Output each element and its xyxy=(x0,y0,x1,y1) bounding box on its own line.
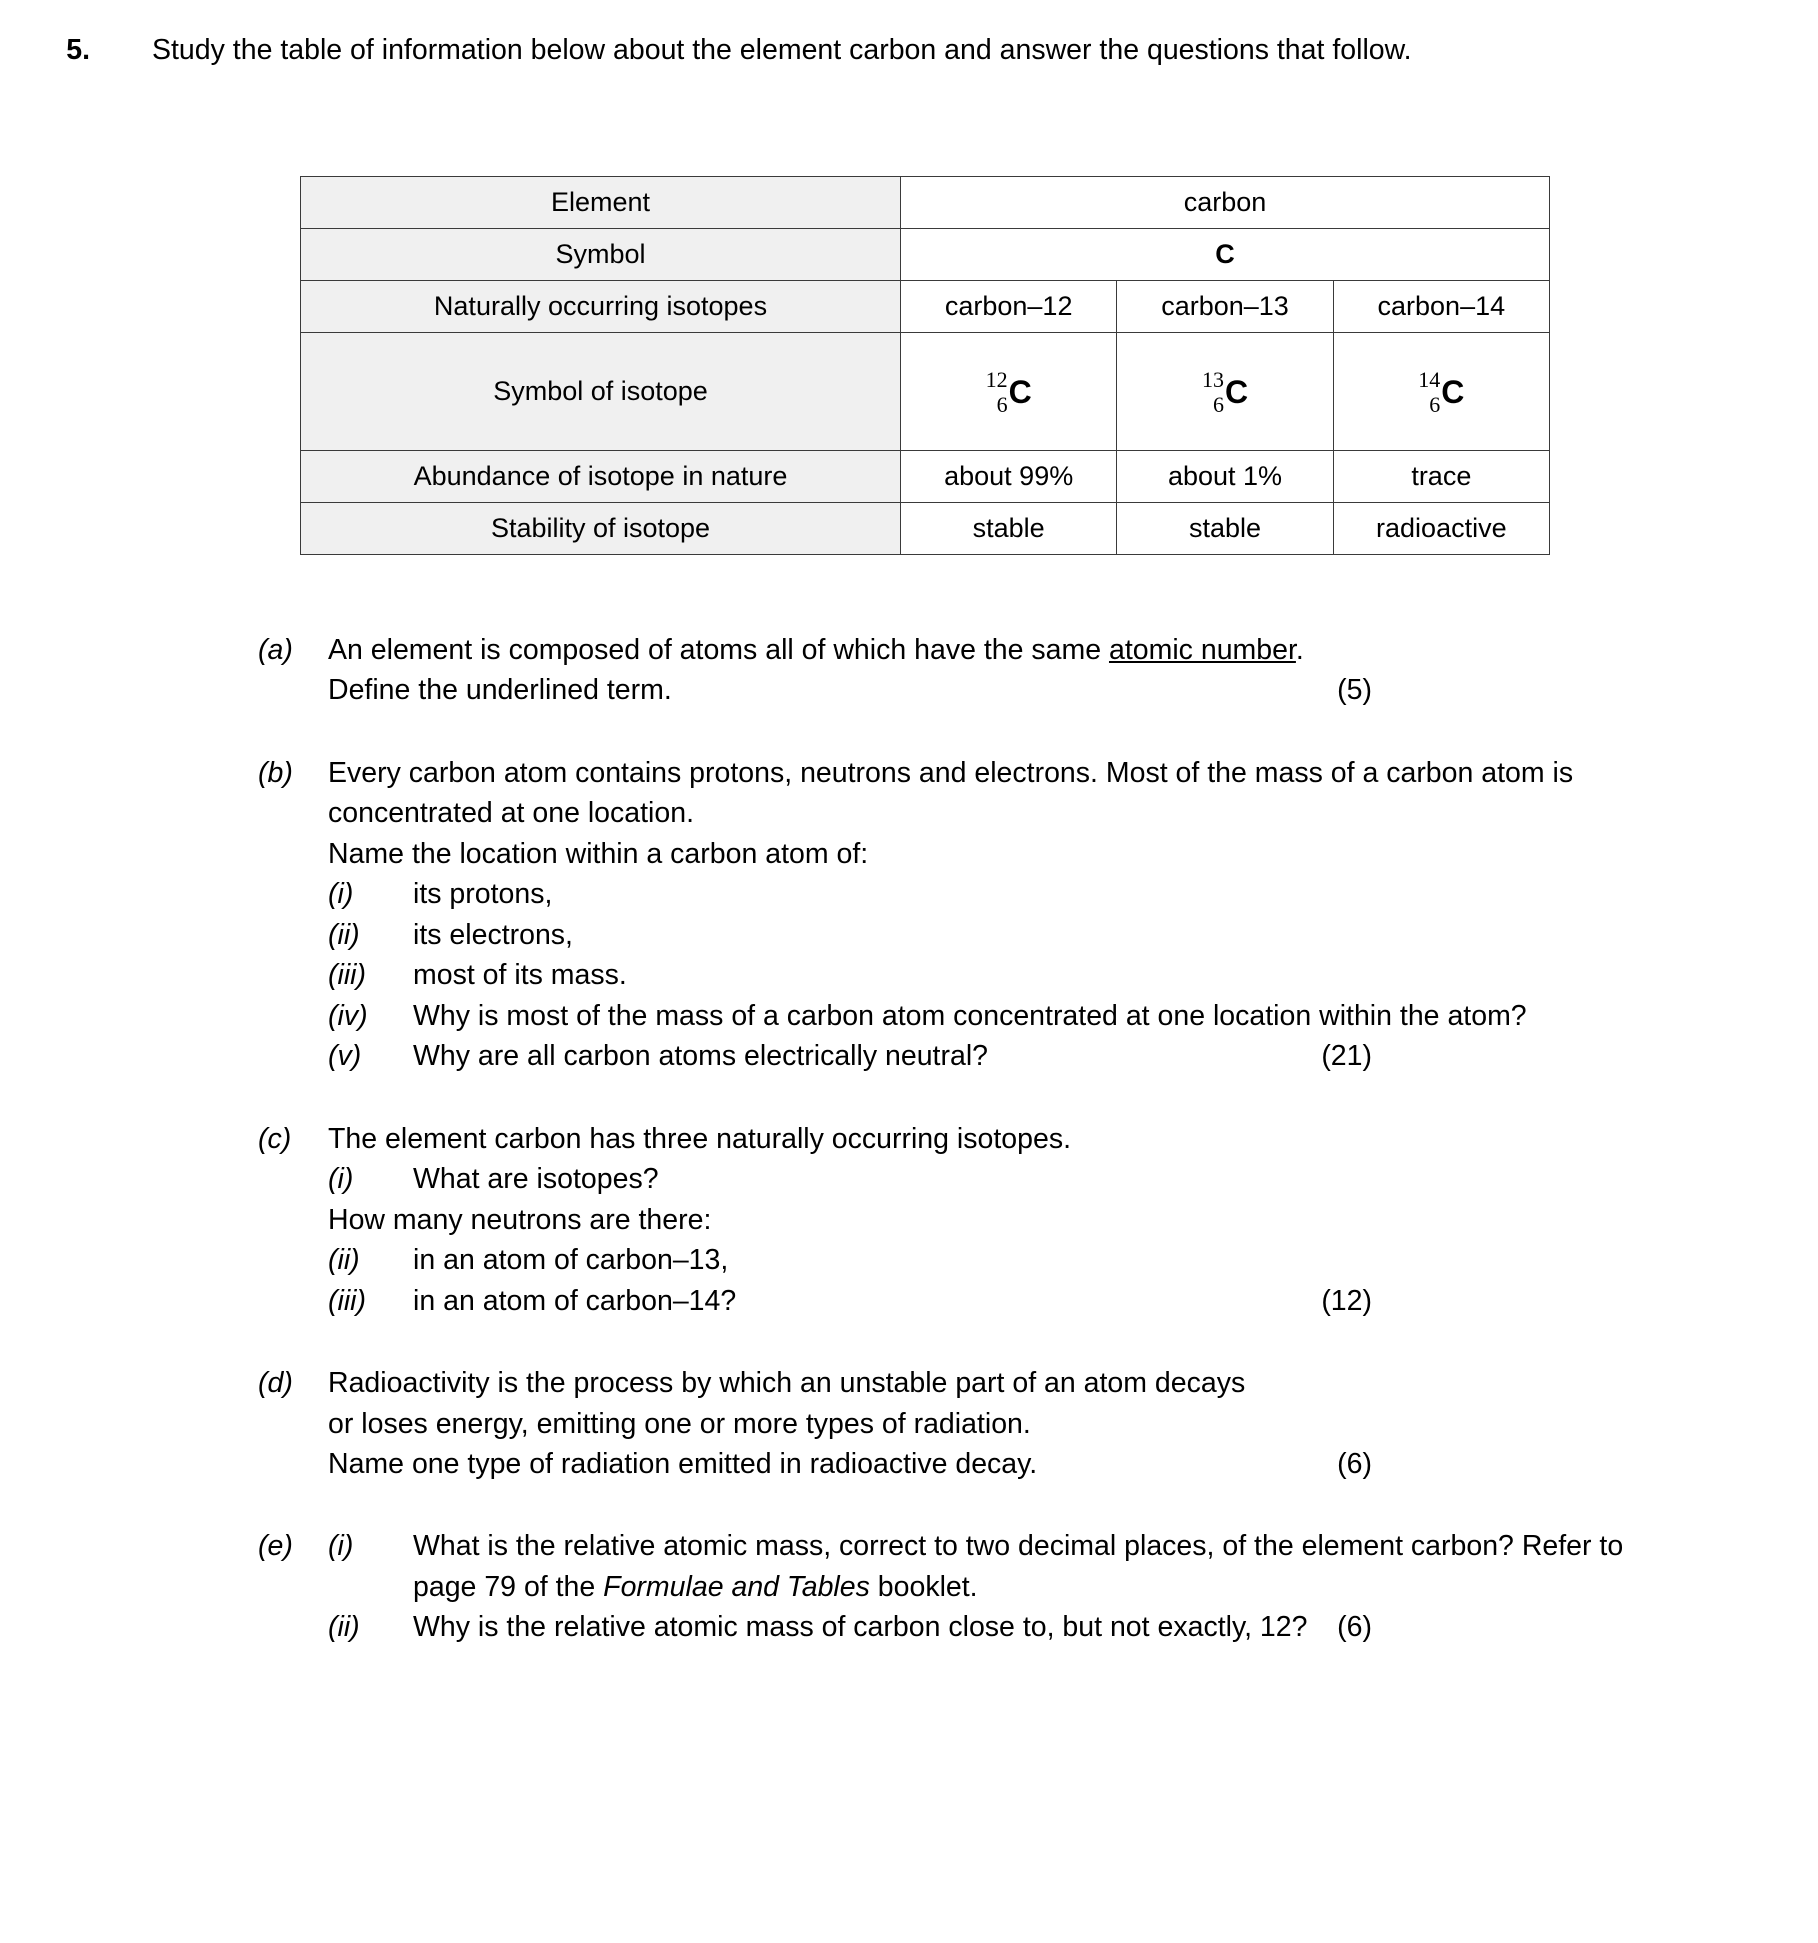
part-b-item-i xyxy=(0,874,1640,914)
cell-stability-2: stable xyxy=(1117,503,1333,555)
part-a-marks: (5) xyxy=(1337,674,1372,707)
table-row xyxy=(301,177,1550,229)
part-c-marks: (12) xyxy=(1321,1284,1372,1317)
part-e-item-i-label: (i) xyxy=(328,1530,354,1563)
mass-number: 13 xyxy=(1201,366,1224,392)
question-header xyxy=(0,30,1640,70)
mass-number: 14 xyxy=(1418,366,1441,392)
part-b xyxy=(0,753,1818,1077)
sub-item xyxy=(328,1607,1638,1647)
row-label-isotopes: Naturally occurring isotopes xyxy=(301,281,901,333)
table-row xyxy=(301,333,1550,451)
part-e-item-ii xyxy=(0,1607,1640,1647)
part-b-item-i-label: (i) xyxy=(328,878,354,911)
part-a-instruction: Define the underlined term. xyxy=(328,674,672,707)
part-a-text xyxy=(328,630,1638,670)
row-label-abundance: Abundance of isotope in nature xyxy=(301,451,901,503)
part-b-item-ii xyxy=(0,915,1640,955)
element-symbol: C xyxy=(1008,373,1032,410)
part-b-item-ii-label: (ii) xyxy=(328,918,360,951)
cell-isotope-symbol-3 xyxy=(1333,333,1549,451)
isotope-notation-c13 xyxy=(1202,367,1248,416)
part-e-item-ii-label: (ii) xyxy=(328,1611,360,1644)
cell-element-value: carbon xyxy=(901,177,1550,229)
question-stem: Study the table of information below about the element carbon and answer the questions that follow. xyxy=(152,34,1412,66)
carbon-info-table xyxy=(300,176,1550,555)
isotope-notation-c14 xyxy=(1418,367,1464,416)
part-b-line-prompt xyxy=(0,834,1640,874)
part-c-label: (c) xyxy=(258,1122,292,1155)
part-c-item-ii xyxy=(0,1240,1640,1280)
sub-item xyxy=(328,1526,1638,1607)
atomic-number: 6 xyxy=(1429,391,1441,417)
part-e-text-before: What is the relative atomic mass, correct to two decimal places, of the element carbon? Refer to page 79 of the xyxy=(413,1530,1624,1603)
sub-item xyxy=(328,1036,1638,1076)
part-c-item-ii-text: in an atom of carbon–13, xyxy=(413,1244,729,1277)
table-row xyxy=(301,229,1550,281)
isotope-numbers xyxy=(986,368,1008,417)
isotope-notation-c12 xyxy=(986,367,1032,416)
part-b-item-iv-text: Why is most of the mass of a carbon atom concentrated at one location within the atom? xyxy=(413,999,1527,1032)
part-e-item-i-text xyxy=(413,1526,1638,1607)
part-b-item-iii-text: most of its mass. xyxy=(413,959,627,992)
isotope-numbers xyxy=(1202,368,1224,417)
sub-item xyxy=(328,1159,1638,1199)
question-number: 5. xyxy=(66,34,90,66)
cell-isotope-name-1: carbon–12 xyxy=(901,281,1117,333)
isotope-numbers xyxy=(1418,368,1440,417)
booklet-title: Formulae and Tables xyxy=(603,1570,870,1603)
element-symbol: C xyxy=(1441,373,1465,410)
sub-item xyxy=(328,955,1638,995)
part-b-item-v xyxy=(0,1036,1640,1076)
cell-abundance-3: trace xyxy=(1333,451,1549,503)
part-a xyxy=(0,630,1818,711)
part-a-line-1 xyxy=(0,630,1640,670)
cell-isotope-name-3: carbon–14 xyxy=(1333,281,1549,333)
part-b-item-iv xyxy=(0,996,1640,1036)
part-c-prompt: How many neutrons are there: xyxy=(328,1203,712,1236)
part-b-item-v-text: Why are all carbon atoms electrically neutral? xyxy=(413,1040,988,1073)
part-a-label: (a) xyxy=(258,634,293,666)
part-d-line-3 xyxy=(0,1444,1640,1484)
part-a-line-2 xyxy=(0,670,1640,710)
part-e-label: (e) xyxy=(258,1530,293,1563)
row-label-stability: Stability of isotope xyxy=(301,503,901,555)
part-c-item-iii xyxy=(0,1281,1640,1321)
part-b-item-iv-label: (iv) xyxy=(328,999,368,1032)
part-e-item-ii-text: Why is the relative atomic mass of carbon close to, but not exactly, 12? xyxy=(413,1611,1308,1644)
mass-number: 12 xyxy=(985,366,1008,392)
part-b-marks: (21) xyxy=(1321,1040,1372,1073)
table-row xyxy=(301,451,1550,503)
element-symbol: C xyxy=(1224,373,1249,410)
part-b-item-iii-label: (iii) xyxy=(328,959,366,992)
part-b-line-1 xyxy=(0,753,1640,834)
part-b-item-iii xyxy=(0,955,1640,995)
cell-abundance-1: about 99% xyxy=(901,451,1117,503)
part-c-item-ii-label: (ii) xyxy=(328,1244,360,1277)
cell-symbol-value: C xyxy=(901,229,1550,281)
part-b-item-i-text: its protons, xyxy=(413,878,553,911)
part-d-line3-text: Name one type of radiation emitted in radioactive decay. xyxy=(328,1447,1038,1480)
row-label-symbol: Symbol xyxy=(301,229,901,281)
cell-stability-3: radioactive xyxy=(1333,503,1549,555)
cell-isotope-name-2: carbon–13 xyxy=(1117,281,1333,333)
cell-isotope-symbol-2 xyxy=(1117,333,1333,451)
row-label-isotope-symbol: Symbol of isotope xyxy=(301,333,901,451)
part-d-label: (d) xyxy=(258,1367,293,1400)
part-b-item-v-label: (v) xyxy=(328,1040,362,1073)
sub-item xyxy=(328,874,1638,914)
atomic-number: 6 xyxy=(1212,391,1224,417)
row-label-element: Element xyxy=(301,177,901,229)
table-row xyxy=(301,503,1550,555)
part-c xyxy=(0,1119,1818,1321)
cell-abundance-2: about 1% xyxy=(1117,451,1333,503)
sub-item xyxy=(328,1281,1638,1321)
part-d-line-1 xyxy=(0,1363,1640,1403)
part-d-line-2 xyxy=(0,1404,1640,1444)
part-e-marks: (6) xyxy=(1337,1611,1372,1644)
cell-stability-1: stable xyxy=(901,503,1117,555)
part-e xyxy=(0,1526,1818,1647)
atomic-number: 6 xyxy=(996,391,1008,417)
part-c-intro: The element carbon has three naturally occurring isotopes. xyxy=(328,1122,1071,1155)
question-parts xyxy=(0,630,1818,1648)
part-c-item-iii-label: (iii) xyxy=(328,1284,366,1317)
part-c-line-1 xyxy=(0,1119,1640,1159)
part-c-item-i-label: (i) xyxy=(328,1163,354,1196)
part-d-marks: (6) xyxy=(1337,1447,1372,1480)
part-b-prompt: Name the location within a carbon atom of: xyxy=(328,837,869,870)
part-c-line-prompt xyxy=(0,1200,1640,1240)
cell-isotope-symbol-1 xyxy=(901,333,1117,451)
underlined-term: atomic number xyxy=(1108,634,1296,666)
part-e-item-i xyxy=(0,1526,1640,1607)
part-e-text-after: booklet. xyxy=(869,1570,978,1603)
part-a-text-before: An element is composed of atoms all of which have the same xyxy=(328,634,1109,666)
part-d xyxy=(0,1363,1818,1484)
part-b-label: (b) xyxy=(258,756,293,789)
part-c-item-iii-text: in an atom of carbon–14? xyxy=(413,1284,737,1317)
table-row xyxy=(301,281,1550,333)
part-d-line1-text: Radioactivity is the process by which an unstable part of an atom decays xyxy=(328,1367,1246,1400)
part-c-item-i xyxy=(0,1159,1640,1199)
sub-item xyxy=(328,1240,1638,1280)
part-b-intro: Every carbon atom contains protons, neutrons and electrons. Most of the mass of a carbon atom is concentrated at one location. xyxy=(328,756,1574,830)
sub-item xyxy=(328,915,1638,955)
part-d-line2-text: or loses energy, emitting one or more types of radiation. xyxy=(328,1407,1031,1440)
sub-item xyxy=(328,996,1638,1036)
part-c-item-i-text: What are isotopes? xyxy=(413,1163,659,1196)
part-b-item-ii-text: its electrons, xyxy=(413,918,573,951)
part-a-text-after: . xyxy=(1295,634,1304,666)
